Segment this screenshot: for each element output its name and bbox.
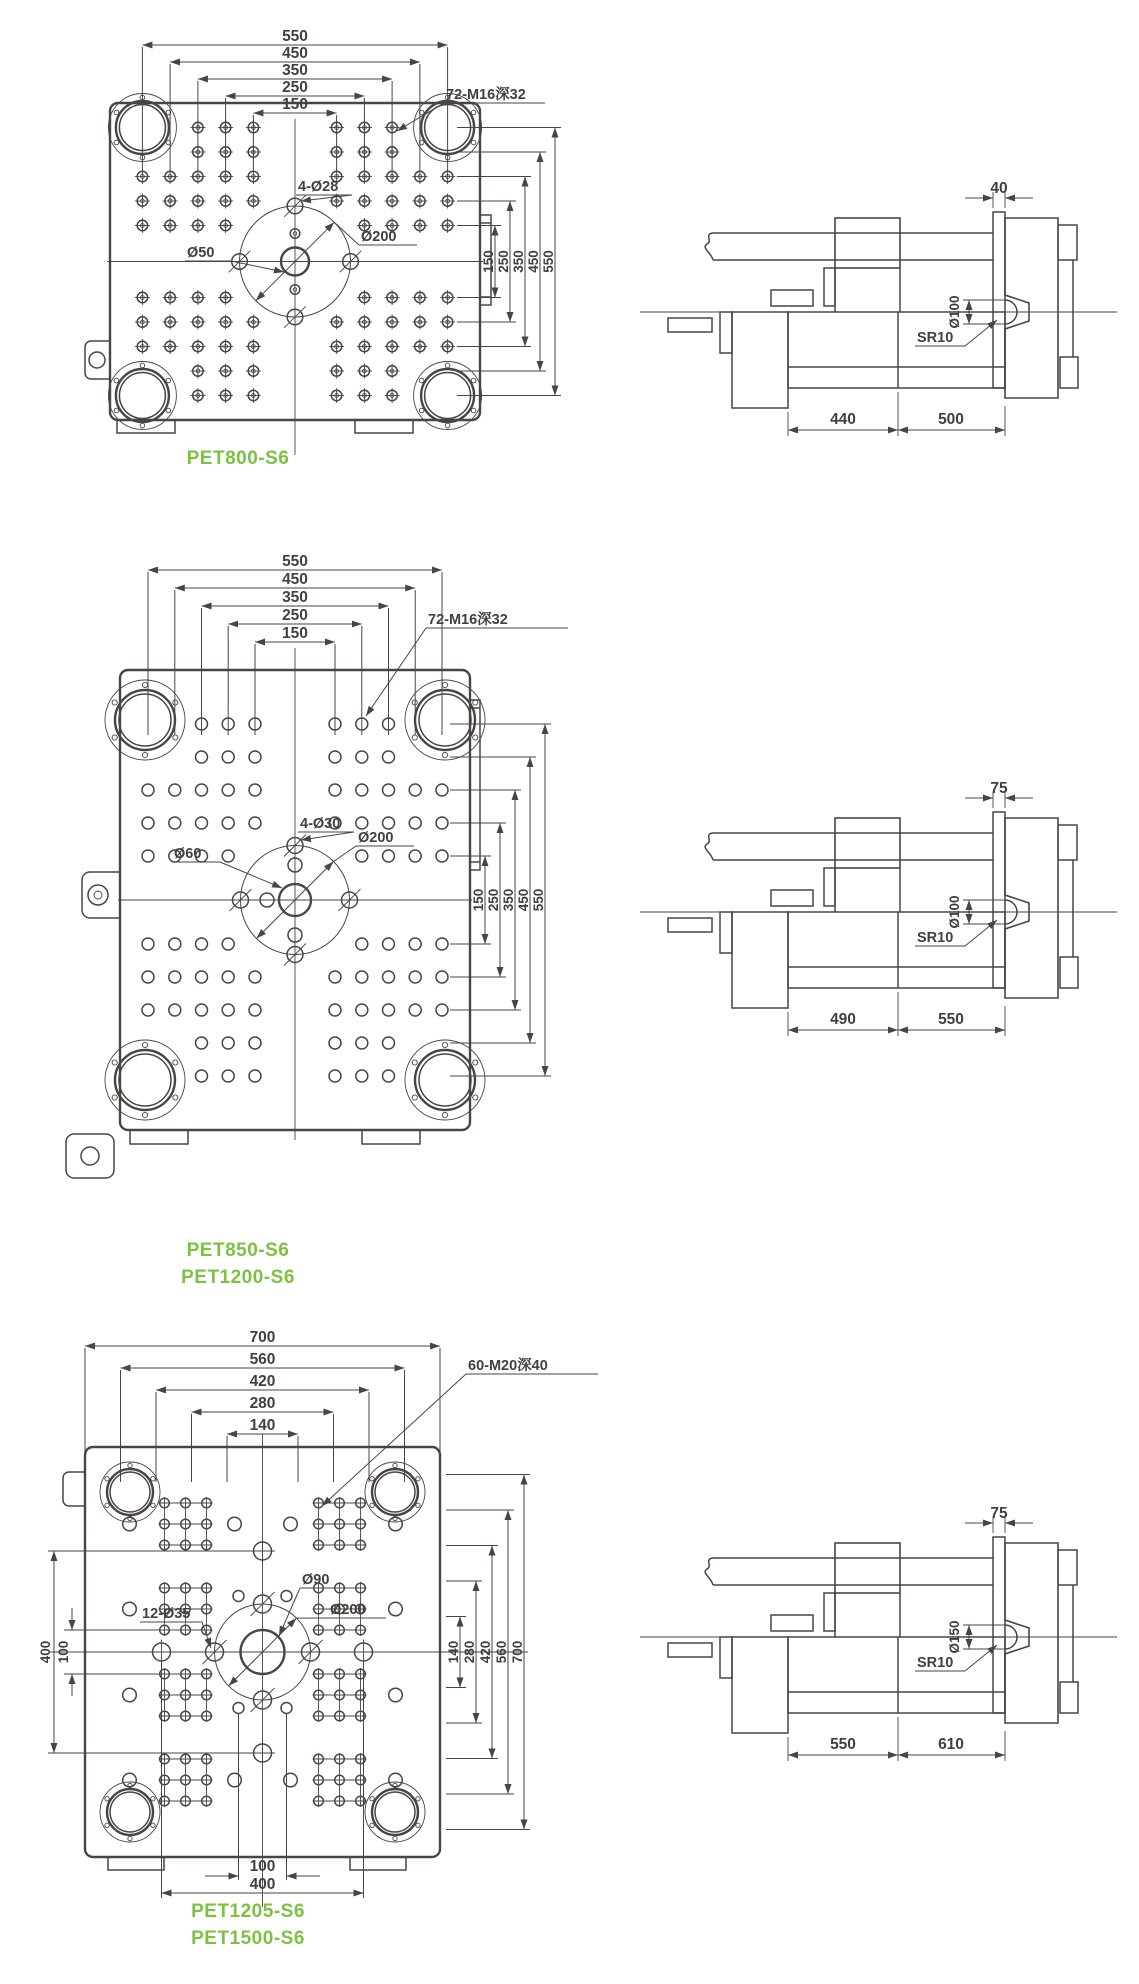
- bolt-holes-callout-label: 4-Ø30: [300, 816, 341, 832]
- dim-label: 450: [282, 571, 308, 588]
- machine-side-view-pet850: [625, 740, 1125, 1040]
- model-label: PET850-S6: [186, 1240, 290, 1261]
- thread-callout-label: 72-M16深32: [428, 612, 508, 628]
- dim-label: 700: [510, 1640, 525, 1664]
- dim-label: 560: [249, 1351, 276, 1368]
- dim-label: 420: [249, 1373, 276, 1390]
- dim-label: 350: [282, 62, 308, 79]
- dim-label: 400: [38, 1640, 53, 1664]
- center-hole-label: Ø60: [174, 846, 202, 862]
- dim-label: 280: [249, 1395, 276, 1412]
- dim-label: 440: [830, 411, 856, 428]
- bolt-holes-callout-label: 12-Ø35: [142, 1606, 191, 1622]
- dim-label: 550: [282, 28, 308, 45]
- dim-label: 150: [471, 888, 486, 912]
- dim-label: 350: [282, 589, 308, 606]
- dim-label: 450: [282, 45, 308, 62]
- dim-label: 450: [526, 250, 541, 273]
- model-label: PET1500-S6: [191, 1928, 305, 1949]
- bolt-circle-label: Ø200: [358, 830, 394, 846]
- thread-callout-label: 60-M20深40: [468, 1358, 548, 1374]
- dim-label: 420: [478, 1640, 493, 1664]
- nozzle-radius-label: SR10: [917, 930, 954, 946]
- dim-label: 610: [938, 1736, 964, 1753]
- dim-label: 550: [830, 1736, 856, 1753]
- nozzle-bore-label: Ø150: [947, 1620, 962, 1654]
- dim-label: 550: [938, 1011, 964, 1028]
- platen-front-view-pet850: [30, 540, 570, 1185]
- dim-label: 250: [282, 79, 308, 96]
- model-label: PET1205-S6: [191, 1901, 305, 1922]
- nozzle-bore-label: Ø100: [947, 295, 962, 329]
- center-hole-label: Ø90: [302, 1572, 330, 1588]
- dim-label: 140: [249, 1417, 276, 1434]
- nozzle-bore-label: Ø100: [947, 895, 962, 929]
- dim-label: 550: [531, 888, 546, 912]
- bolt-holes-callout-label: 4-Ø28: [298, 179, 339, 195]
- dim-label: 350: [511, 250, 526, 273]
- dim-label: 560: [494, 1640, 509, 1664]
- dim-label: 100: [56, 1640, 71, 1664]
- dim-label: 280: [462, 1640, 477, 1664]
- dim-label: 700: [249, 1329, 276, 1346]
- platen-front-view-pet1205: [20, 1322, 600, 1917]
- dim-label: 550: [541, 250, 556, 273]
- platen-front-view-pet800: [45, 15, 585, 475]
- ring-width-label: 75: [990, 780, 1008, 797]
- ring-width-label: 40: [990, 180, 1008, 197]
- dim-label: 140: [446, 1640, 461, 1664]
- dim-label: 250: [486, 888, 501, 912]
- machine-side-view-pet1205: [625, 1465, 1125, 1765]
- nozzle-radius-label: SR10: [917, 330, 954, 346]
- dim-label: 150: [282, 96, 308, 113]
- model-label: PET800-S6: [186, 448, 290, 469]
- model-label: PET1200-S6: [181, 1267, 295, 1288]
- bolt-circle-label: Ø200: [330, 1602, 366, 1618]
- dim-label: 100: [249, 1858, 276, 1875]
- machine-side-view-pet800: [625, 140, 1125, 440]
- bolt-circle-label: Ø200: [361, 229, 397, 245]
- dim-label: 150: [481, 250, 496, 273]
- dim-label: 490: [830, 1011, 856, 1028]
- dim-label: 250: [282, 607, 308, 624]
- dim-label: 250: [496, 250, 511, 273]
- dim-label: 400: [249, 1876, 276, 1893]
- thread-callout-label: 72-M16深32: [446, 87, 526, 103]
- dim-label: 150: [282, 625, 308, 642]
- dim-label: 500: [938, 411, 964, 428]
- dim-label: 350: [501, 888, 516, 912]
- ring-width-label: 75: [990, 1505, 1008, 1522]
- nozzle-radius-label: SR10: [917, 1655, 954, 1671]
- dim-label: 550: [282, 553, 308, 570]
- dim-label: 450: [516, 888, 531, 912]
- center-hole-label: Ø50: [187, 245, 215, 261]
